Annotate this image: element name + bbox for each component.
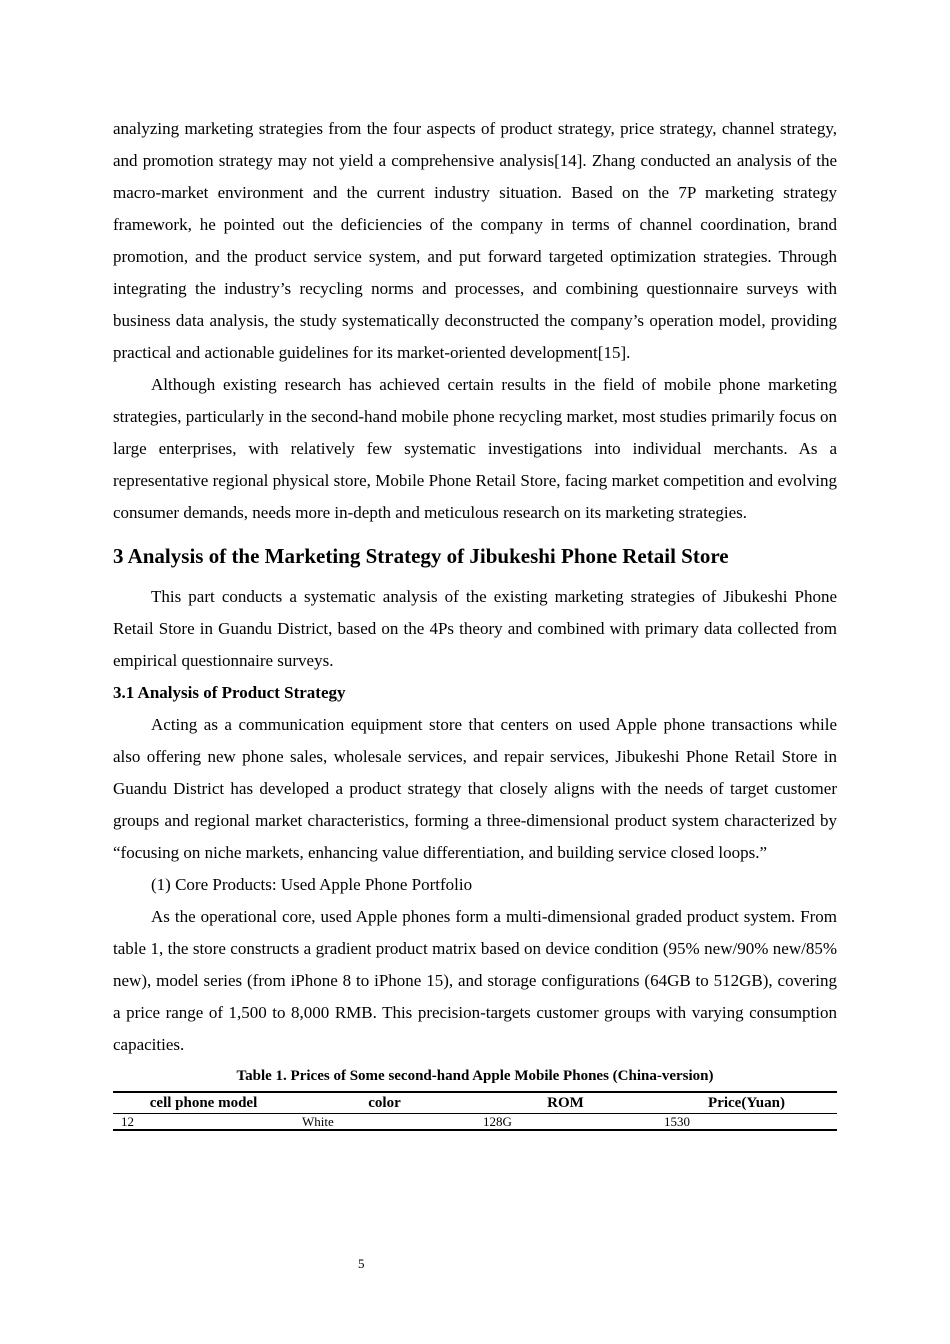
paragraph: This part conducts a systematic analysis of the existing marketing strategies of Jibukeshi Phone Retail Store in Guandu District, based on the 4Ps theory and combined with primary data collected from empirical questionnaire surveys. (113, 587, 837, 670)
column-header: cell phone model (113, 1092, 294, 1114)
paragraph: (1) Core Products: Used Apple Phone Portfolio (151, 875, 473, 894)
table-cell: 128G (475, 1114, 656, 1131)
paragraph: As the operational core, used Apple phones form a multi-dimensional graded product system. From table 1, the store constructs a gradient product matrix based on device condition (95% new/90% new/85% new), model series (from iPhone 8 to iPhone 15), and storage configurations (64GB to 512GB), covering a price range of 1,500 to 8,000 RMB. This precision-targets customer groups with varying consumption capacities. (113, 907, 837, 1054)
paragraph: Although existing research has achieved certain results in the field of mobile phone marketing strategies, particularly in the second-hand mobile phone recycling market, most studies primarily focus on large enterprises, with relatively few systematic investigations into individual merchants. As a representative regional physical store, Mobile Phone Retail Store, facing market competition and evolving consumer demands, needs more in-depth and meticulous research on its marketing strategies. (113, 375, 837, 522)
column-header: ROM (475, 1092, 656, 1114)
page-content (113, 113, 837, 1131)
page-number: 5 (358, 1256, 365, 1271)
table-cell: 12 (113, 1114, 294, 1131)
table-header-row (113, 1092, 837, 1114)
subsection-heading: 3.1 Analysis of Product Strategy (113, 683, 346, 702)
column-header: color (294, 1092, 475, 1114)
paragraph: Acting as a communication equipment store that centers on used Apple phone transactions while also offering new phone sales, wholesale services, and repair services, Jibukeshi Phone Retail Store in Guandu District has developed a product strategy that closely aligns with the needs of target customer groups and regional market characteristics, forming a three-dimensional product system characterized by “focusing on niche markets, enhancing value differentiation, and building service closed loops.” (113, 715, 837, 862)
column-header: Price(Yuan) (656, 1092, 837, 1114)
table-cell: White (294, 1114, 475, 1131)
table-caption: Table 1. Prices of Some second-hand Apple Mobile Phones (China-version) (236, 1068, 714, 1084)
table-cell: 1530 (656, 1114, 837, 1131)
paragraph: analyzing marketing strategies from the four aspects of product strategy, price strategy, channel strategy, and promotion strategy may not yield a comprehensive analysis[14]. Zhang conducted an analysis of the macro-market environment and the current industry situation. Based on the 7P marketing strategy framework, he pointed out the deficiencies of the company in terms of channel coordination, brand promotion, and the product service system, and put forward targeted optimization strategies. Through integrating the industry’s recycling norms and processes, and combining questionnaire surveys with business data analysis, the study systematically deconstructed the company’s operation model, providing practical and actionable guidelines for its market-oriented development[15]. (113, 119, 837, 362)
price-table (113, 1091, 837, 1131)
section-heading: 3 Analysis of the Marketing Strategy of Jibukeshi Phone Retail Store (113, 544, 729, 568)
table-row (113, 1114, 837, 1131)
